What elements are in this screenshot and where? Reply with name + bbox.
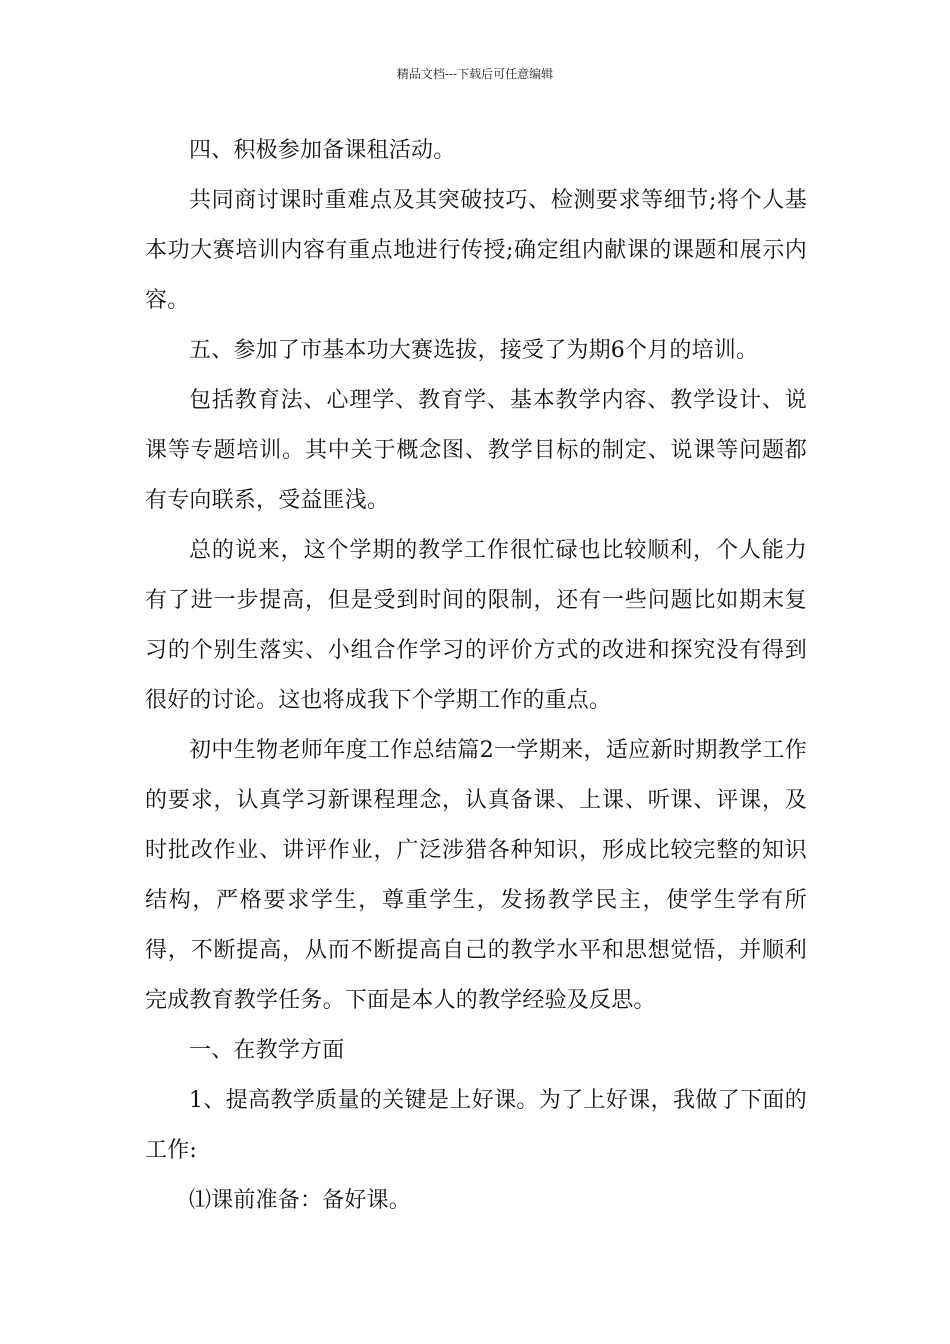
paragraph-section-five-heading: 五、参加了市基本功大赛选拔，接受了为期6个月的培训。 xyxy=(189,338,759,363)
paragraph-quality-key: 1、提高教学质量的关键是上好课。为了上好课，我做了下面的工作: xyxy=(145,1088,807,1163)
paragraph-article-two-intro: 初中生物老师年度工作总结篇2一学期来，适应新时期教学工作的要求，认真学习新课程理念，认真备课、上课、听课、评课，及时批改作业、讲评作业，广泛涉猎各种知识，形成比较完整的知识结构，严格要求学生，尊重学生，发扬教学民主，使学生学有所得，不断提高，从而不断提高自己的教学水平和思想觉悟，并顺利完成教育教学任务。下面是本人的教学经验及反思。 xyxy=(145,738,807,1013)
paragraph-lesson-prep-details: 共同商讨课时重难点及其突破技巧、检测要求等细节;将个人基本功大赛培训内容有重点地进行传授;确定组内献课的课题和展示内容。 xyxy=(145,188,807,313)
document-body xyxy=(145,126,807,1226)
paragraph-teaching-heading: 一、在教学方面 xyxy=(189,1038,345,1063)
paragraph-section-four-heading: 四、积极参加备课租活动。 xyxy=(189,138,456,163)
paragraph-pre-class-prep: ⑴课前准备：备好课。 xyxy=(189,1188,412,1213)
page-header: 精品文档---下载后可任意编辑 xyxy=(396,67,554,81)
paragraph-semester-summary: 总的说来，这个学期的教学工作很忙碌也比较顺利，个人能力有了进一步提高，但是受到时间的限制，还有一些问题比如期末复习的个别生落实、小组合作学习的评价方式的改进和探究没有得到很好的讨论。这也将成我下个学期工作的重点。 xyxy=(145,538,807,713)
paragraph-training-topics: 包括教育法、心理学、教育学、基本教学内容、教学设计、说课等专题培训。其中关于概念图、教学目标的制定、说课等问题都有专向联系，受益匪浅。 xyxy=(145,388,807,513)
